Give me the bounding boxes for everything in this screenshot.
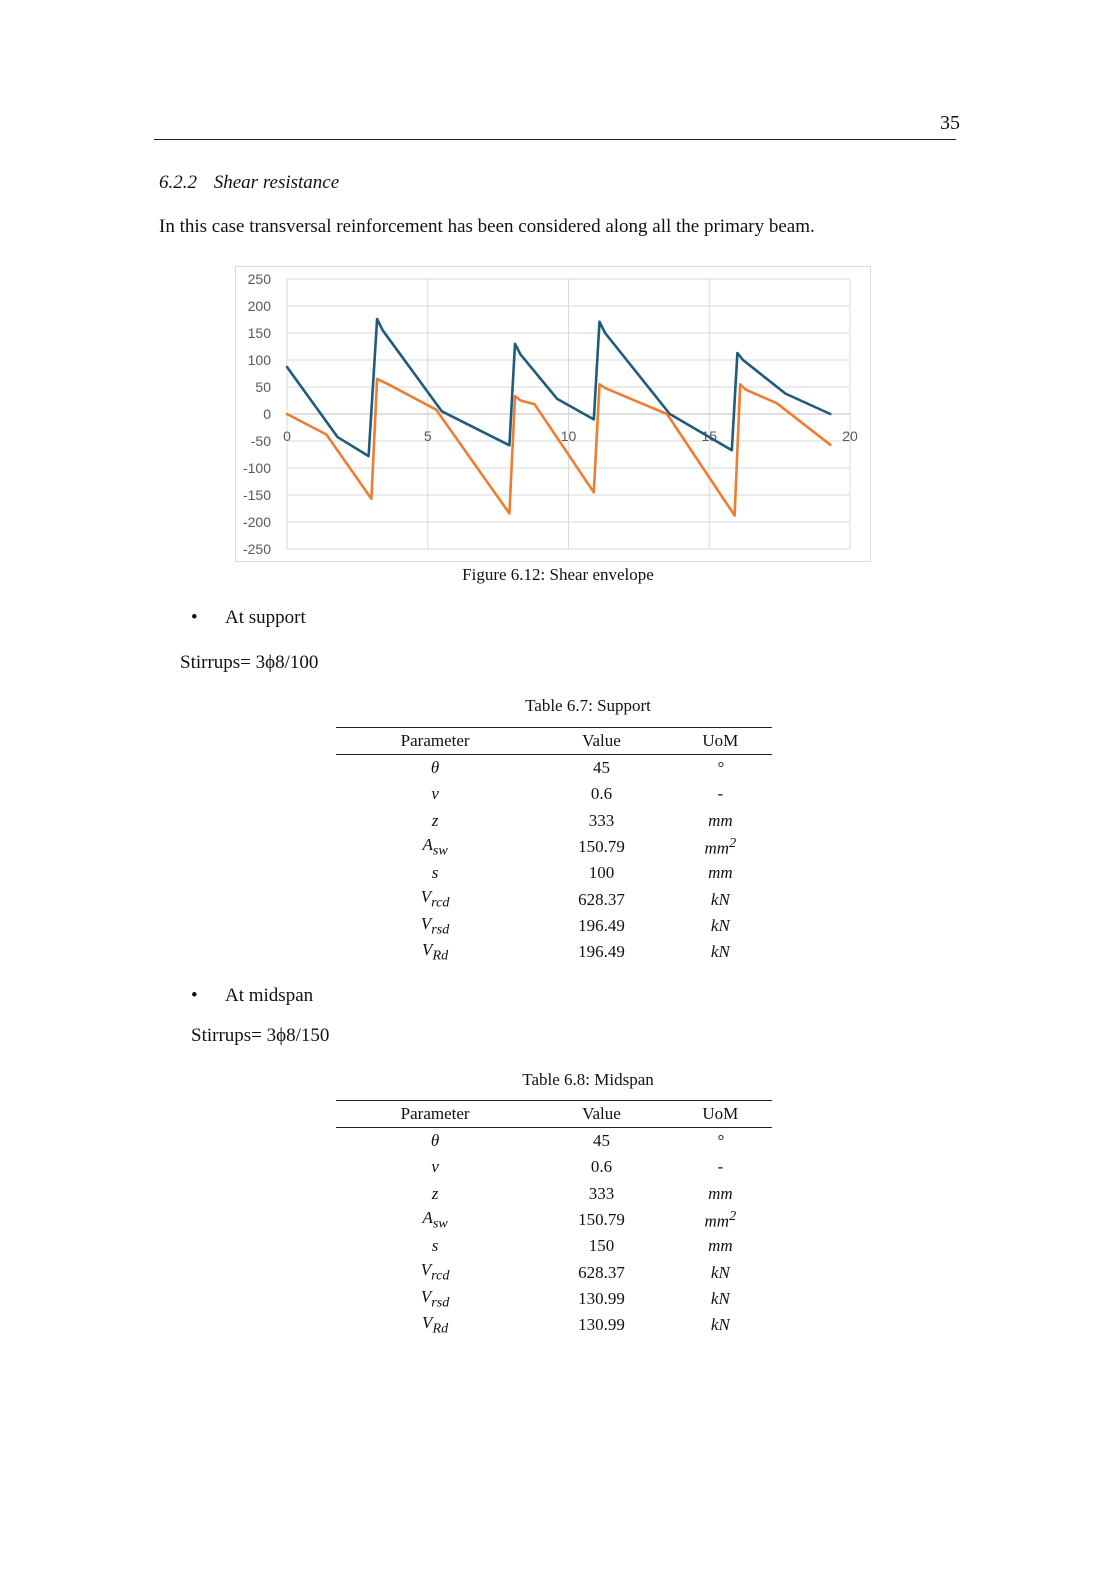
y-tick-label: -50 — [250, 433, 271, 449]
uom-text: mm — [704, 1211, 730, 1231]
y-tick-label: 250 — [247, 271, 271, 287]
parameter-subscript: sw — [432, 1215, 448, 1232]
value-cell: 150 — [588, 1236, 615, 1256]
parameter-symbol: V — [420, 887, 432, 907]
value-cell: 0.6 — [590, 784, 613, 804]
parameter-symbol: A — [422, 834, 433, 854]
table-row — [336, 860, 772, 886]
y-tick-label: -100 — [242, 460, 271, 476]
table-row — [336, 939, 772, 965]
uom-cell — [669, 1312, 772, 1338]
y-tick-label: 100 — [247, 352, 271, 368]
parameter-cell — [336, 1154, 534, 1180]
table-row — [336, 755, 772, 782]
stirrups-midspan: Stirrups= 3ϕ8/150 — [191, 1025, 330, 1046]
parameter-cell — [336, 834, 534, 860]
value-cell: 100 — [588, 863, 615, 883]
parameter-symbol: V — [420, 1286, 432, 1306]
header-parameter: Parameter — [336, 1101, 534, 1128]
uom-cell — [669, 1181, 772, 1207]
table-row — [336, 781, 772, 807]
uom-text: mm — [708, 1183, 733, 1203]
parameter-symbol: z — [431, 810, 439, 830]
bullet-dot: • — [191, 607, 198, 628]
parameter-symbol: v — [431, 784, 439, 804]
uom-text: kN — [710, 1315, 730, 1335]
value-cell: 333 — [588, 810, 615, 830]
bullet-midspan-label: At midspan — [225, 985, 314, 1006]
uom-cell — [669, 781, 772, 807]
table-midspan-caption: Table 6.8: Midspan — [522, 1070, 654, 1089]
uom-text: kN — [710, 942, 730, 962]
uom-text: ° — [716, 1131, 724, 1151]
header-value: Value — [534, 728, 668, 755]
value-cell: 150.79 — [578, 837, 625, 857]
uom-cell — [669, 1128, 772, 1155]
value-cell: 628.37 — [578, 1262, 625, 1282]
parameter-cell — [336, 781, 534, 807]
uom-text: mm — [708, 863, 733, 883]
parameter-cell — [336, 1312, 534, 1338]
bullet-dot: • — [191, 985, 198, 1006]
uom-cell — [669, 913, 772, 939]
x-tick-label: 5 — [423, 428, 432, 444]
value-cell: 333 — [588, 1183, 615, 1203]
uom-cell — [669, 1286, 772, 1312]
x-tick-label: 20 — [842, 428, 858, 444]
value-cell: 45 — [592, 758, 610, 778]
uom-cell — [669, 1207, 772, 1233]
y-tick-label: 150 — [247, 325, 271, 341]
value-cell: 130.99 — [578, 1288, 625, 1308]
table-support — [336, 727, 772, 965]
uom-text: ° — [716, 758, 724, 778]
parameter-cell — [336, 860, 534, 886]
value-cell: 196.49 — [578, 915, 625, 935]
uom-text: mm — [708, 810, 733, 830]
table-row — [336, 834, 772, 860]
figure-caption: Figure 6.12: Shear envelope — [462, 565, 654, 584]
table-row — [336, 1207, 772, 1233]
section-title: Shear resistance — [213, 172, 340, 193]
x-tick-label: 0 — [283, 428, 291, 444]
value-cell: 0.6 — [590, 1157, 613, 1177]
parameter-subscript: rsd — [431, 921, 450, 938]
uom-cell — [669, 808, 772, 834]
y-tick-label: 50 — [255, 379, 271, 395]
parameter-cell — [336, 1259, 534, 1285]
parameter-cell — [336, 886, 534, 912]
parameter-subscript: Rd — [432, 947, 449, 964]
parameter-subscript: Rd — [432, 1320, 449, 1337]
value-cell: 196.49 — [578, 942, 625, 962]
y-tick-label: -150 — [242, 487, 271, 503]
parameter-symbol: V — [422, 940, 433, 960]
parameter-subscript: sw — [432, 842, 448, 859]
page-number: 35 — [940, 112, 960, 134]
intro-paragraph: In this case transversal reinforcement has been considered along all the primary beam. — [159, 216, 815, 237]
table-midspan-body — [336, 1128, 772, 1339]
table-row — [336, 1286, 772, 1312]
header-uom: UoM — [669, 1101, 772, 1128]
parameter-symbol: θ — [430, 758, 440, 778]
header-parameter: Parameter — [336, 728, 534, 755]
table-row — [336, 1233, 772, 1259]
uom-cell — [669, 1154, 772, 1180]
uom-text: - — [717, 1157, 724, 1177]
y-tick-label: -200 — [242, 514, 271, 530]
parameter-symbol: v — [431, 1157, 439, 1177]
parameter-symbol: s — [431, 863, 439, 883]
uom-text: kN — [710, 915, 730, 935]
uom-cell — [669, 755, 772, 782]
uom-cell — [669, 860, 772, 886]
parameter-symbol: A — [422, 1207, 433, 1227]
table-row — [336, 913, 772, 939]
parameter-cell — [336, 808, 534, 834]
y-tick-label: -250 — [242, 541, 271, 557]
uom-superscript: 2 — [729, 835, 737, 852]
uom-cell — [669, 1233, 772, 1259]
y-tick-label: 0 — [263, 406, 271, 422]
uom-cell — [669, 1259, 772, 1285]
section-number: 6.2.2 — [159, 172, 197, 193]
parameter-cell — [336, 1207, 534, 1233]
x-tick-label: 15 — [701, 428, 718, 444]
parameter-symbol: θ — [430, 1131, 440, 1151]
table-support-caption: Table 6.7: Support — [525, 696, 651, 715]
parameter-subscript: rcd — [431, 1267, 450, 1284]
uom-text: - — [717, 784, 724, 804]
parameter-symbol: z — [431, 1183, 439, 1203]
table-row — [336, 1312, 772, 1338]
parameter-cell — [336, 913, 534, 939]
parameter-symbol: s — [431, 1236, 439, 1256]
table-row — [336, 1128, 772, 1155]
series-line-1 — [287, 319, 830, 456]
uom-cell — [669, 939, 772, 965]
table-midspan — [336, 1100, 772, 1338]
uom-text: kN — [710, 1288, 730, 1308]
parameter-cell — [336, 939, 534, 965]
parameter-symbol: V — [420, 1260, 432, 1280]
uom-text: mm — [708, 1236, 733, 1256]
shear-envelope-chart — [0, 0, 1116, 600]
stirrups-support: Stirrups= 3ϕ8/100 — [180, 652, 319, 673]
parameter-subscript: rcd — [431, 894, 450, 911]
table-row — [336, 886, 772, 912]
value-cell: 628.37 — [578, 889, 625, 909]
y-tick-label: 200 — [247, 298, 271, 314]
parameter-cell — [336, 1181, 534, 1207]
value-cell: 45 — [592, 1131, 610, 1151]
header-value: Value — [534, 1101, 668, 1128]
parameter-subscript: rsd — [431, 1294, 450, 1311]
table-row — [336, 1181, 772, 1207]
bullet-midspan — [191, 985, 313, 1007]
table-support-body — [336, 755, 772, 966]
table-row — [336, 1154, 772, 1180]
value-cell: 130.99 — [578, 1315, 625, 1335]
header-uom: UoM — [669, 728, 772, 755]
bullet-support — [191, 607, 306, 629]
uom-cell — [669, 886, 772, 912]
parameter-symbol: V — [420, 913, 432, 933]
parameter-cell — [336, 1233, 534, 1259]
value-cell: 150.79 — [578, 1210, 625, 1230]
table-row — [336, 1259, 772, 1285]
x-tick-label: 10 — [560, 428, 577, 444]
uom-text: kN — [710, 1262, 730, 1282]
bullet-support-label: At support — [225, 607, 306, 628]
parameter-cell — [336, 1128, 534, 1155]
uom-text: kN — [710, 889, 730, 909]
uom-cell — [669, 834, 772, 860]
parameter-symbol: V — [422, 1313, 433, 1333]
uom-superscript: 2 — [729, 1208, 737, 1225]
parameter-cell — [336, 755, 534, 782]
table-row — [336, 808, 772, 834]
parameter-cell — [336, 1286, 534, 1312]
uom-text: mm — [704, 838, 730, 858]
